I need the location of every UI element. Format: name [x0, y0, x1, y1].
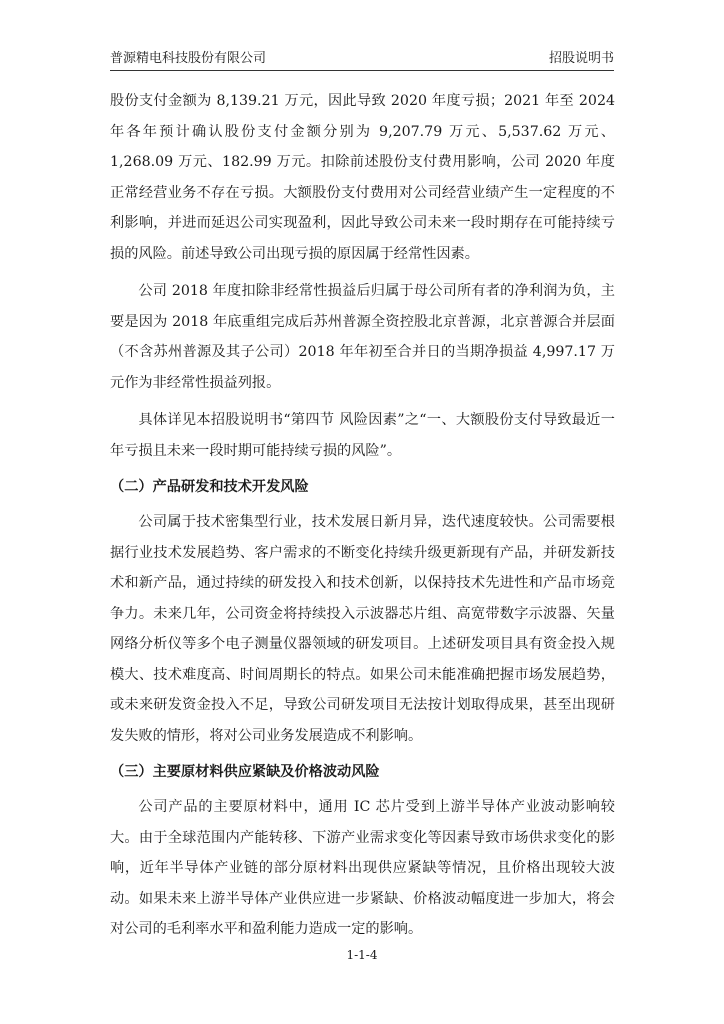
page-number: 1-1-4 — [346, 948, 378, 962]
page-header — [110, 48, 614, 71]
document-type: 招股说明书 — [548, 51, 614, 66]
paragraph: 股份支付金额为 8,139.21 万元，因此导致 2020 年度亏损；2021 年至 2024 年各年预计确认股份支付金额分别为 9,207.79 万元、5,537.62 万元、1,268.09 万元、182.99 万元。扣除前述股份支付费用影响，公司 2020 年度正常经营业务不存在亏损。大额股份支付费用对公司经营业绩产生一定程度的不利影响，并进而延迟公司实现盈利，因此导致公司未来一段时期存在可能持续亏损的风险。前述导致公司出现亏损的原因属于经常性因素。 — [110, 93, 615, 262]
paragraph: 公司属于技术密集型行业，技术发展日新月异，迭代速度较快。公司需要根据行业技术发展趋势、客户需求的不断变化持续升级更新现有产品，并研发新技术和新产品，通过持续的研发投入和技术创新，以保持技术先进性和产品市场竞争力。未来几年，公司资金将持续投入示波器芯片组、高宽带数字示波器、矢量网络分析仪等多个电子测量仪器领域的研发项目。上述研发项目具有资金投入规模大、技术难度高、时间周期长的特点。如果公司未能准确把握市场发展趋势，或未来研发资金投入不足，导致公司研发项目无法按计划取得成果，甚至出现研发失败的情形，将对公司业务发展造成不利影响。 — [110, 514, 615, 744]
section-heading: （二）产品研发和技术开发风险 — [110, 479, 309, 495]
section-heading: （三）主要原材料供应紧缺及价格波动风险 — [110, 764, 380, 780]
page-body — [110, 86, 615, 952]
paragraph: 公司产品的主要原材料中，通用 IC 芯片受到上游半导体产业波动影响较大。由于全球范围内产能转移、下游产业需求变化等因素导致市场供求变化的影响，近年半导体产业链的部分原材料出现供应紧缺等情况，且价格出现较大波动。如果未来上游半导体产业供应进一步紧缺、价格波动幅度进一步加大，将会对公司的毛利率水平和盈利能力造成一定的影响。 — [110, 799, 615, 937]
paragraph: 公司 2018 年度扣除非经常性损益后归属于母公司所有者的净利润为负，主要是因为 2018 年底重组完成后苏州普源全资控股北京普源，北京普源合并层面（不含苏州普源及其子公司）2018 年年初至合并日的当期净损益 4,997.17 万元作为非经常性损益列报。 — [110, 283, 615, 391]
paragraph: 具体详见本招股说明书“第四节 风险因素”之“一、大额股份支付导致最近一年亏损且未来一段时期可能持续亏损的风险”。 — [110, 412, 615, 459]
company-name: 普源精电科技股份有限公司 — [110, 51, 267, 66]
